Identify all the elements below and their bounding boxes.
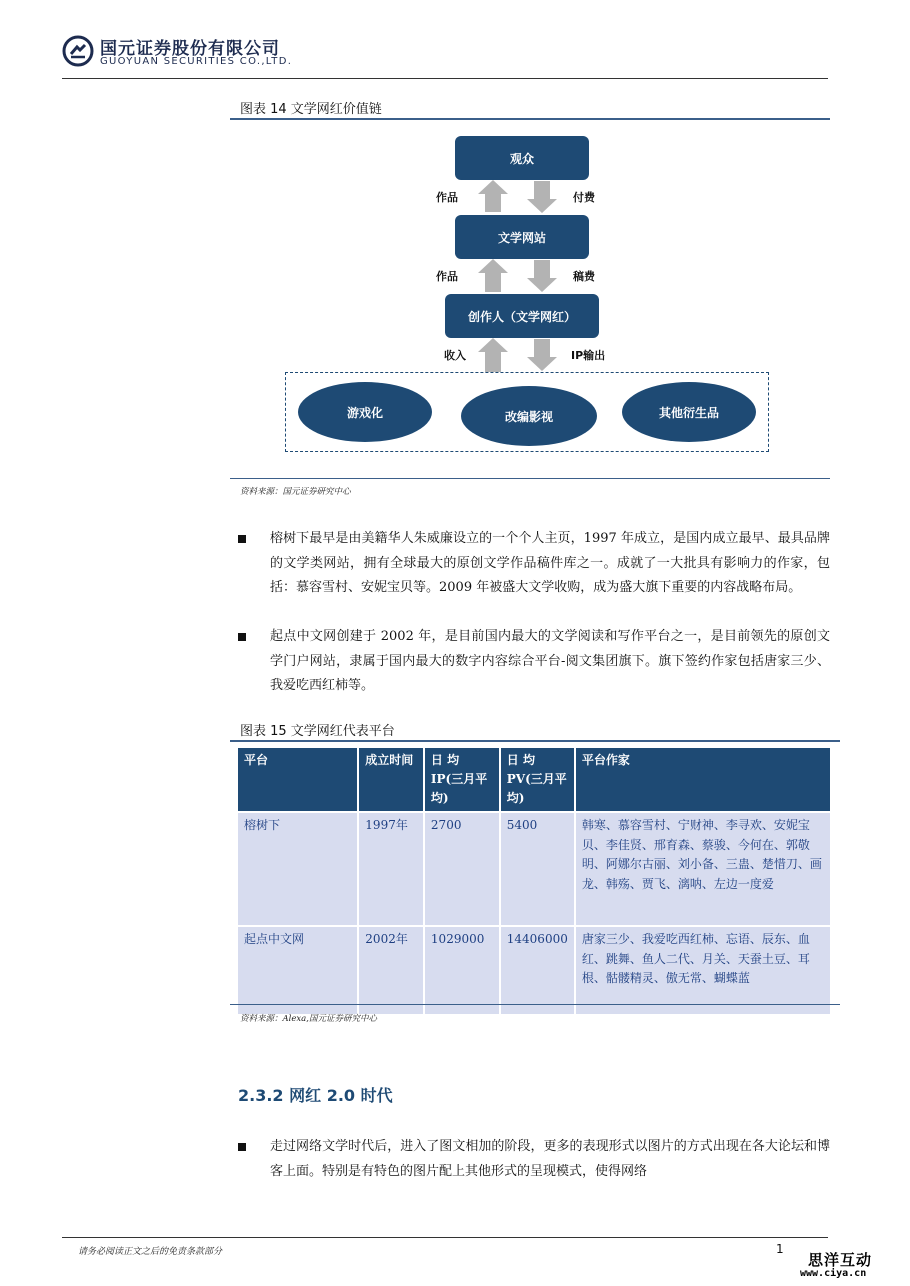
figure15-top-rule: [230, 740, 840, 742]
footer-divider: [62, 1237, 828, 1238]
table-header-cell: 日 均 IP(三月平均): [424, 748, 500, 812]
figure15-title: 图表 15 文学网红代表平台: [240, 724, 395, 739]
table-header-row: [238, 748, 831, 812]
bullet-square-icon: [238, 633, 246, 641]
footer-disclaimer: 请务必阅读正文之后的免责条款部分: [78, 1247, 223, 1257]
label-royalty: 稿费: [573, 270, 595, 283]
bullet-item: [238, 527, 830, 601]
arrow-up-income: [478, 338, 508, 372]
header-divider: [62, 78, 828, 79]
figure14-bottom-rule: [230, 478, 830, 479]
arrow-up-works-2: [478, 259, 508, 292]
company-name-en: GUOYUAN SECURITIES CO.,LTD.: [100, 56, 293, 67]
value-chain-diagram: [240, 126, 830, 472]
label-ip-output: IP输出: [571, 349, 606, 362]
arrow-down-pay: [527, 181, 557, 213]
arrow-down-ip: [527, 339, 557, 371]
node-website: 文学网站: [455, 215, 589, 259]
table-cell: 1029000: [424, 926, 500, 1014]
node-audience: 观众: [455, 136, 589, 180]
bullet-square-icon: [238, 535, 246, 543]
output-film-adaptation: 改编影视: [461, 386, 597, 446]
table-cell: 韩寒、慕容雪村、宁财神、李寻欢、安妮宝贝、李佳贤、邢育森、蔡骏、今何在、郭敬明、阿娜尔古丽、刘小备、三蛊、楚惜刀、画龙、韩殇、贾飞、漓呐、左边一度爱: [575, 812, 831, 926]
table-cell: 起点中文网: [238, 926, 358, 1014]
figure14-top-rule: [230, 118, 830, 120]
company-logo-icon: [62, 35, 94, 67]
label-works-2: 作品: [436, 270, 458, 283]
table-header-cell: 日 均 PV(三月平均): [500, 748, 575, 812]
bullet-text: 榕树下最早是由美籍华人朱威廉设立的一个个人主页，1997 年成立，是国内成立最早、最具品牌的文学类网站，拥有全球最大的原创文学作品稿件库之一。成就了一大批具有影响力的作家，包括：慕容雪村、安妮宝贝等。2009 年被盛大文学收购，成为盛大旗下重要的内容战略布局。: [270, 531, 830, 595]
watermark-text: 思洋互动: [808, 1251, 873, 1269]
table-cell: 唐家三少、我爱吃西红柿、忘语、辰东、血红、跳舞、鱼人二代、月关、天蚕土豆、耳根、骷髅精灵、傲无常、蝴蝶蓝: [575, 926, 831, 1014]
table-row: [238, 812, 831, 926]
table-cell: 2700: [424, 812, 500, 926]
table-cell: 2002年: [358, 926, 424, 1014]
arrow-up-works-1: [478, 180, 508, 212]
label-works-1: 作品: [436, 191, 458, 204]
table-header-cell: 平台: [238, 748, 358, 812]
bullet-square-icon: [238, 1143, 246, 1151]
label-income: 收入: [444, 349, 466, 362]
platforms-table: [238, 748, 832, 1014]
figure15-bottom-rule: [230, 1004, 840, 1005]
page-number: 1: [776, 1242, 784, 1256]
bullet-text: 起点中文网创建于 2002 年，是目前国内最大的文学阅读和写作平台之一，是目前领先的原创文学门户网站，隶属于国内最大的数字内容综合平台-阅文集团旗下。旗下签约作家包括唐家三少、我爱吃西红柿等。: [270, 629, 830, 693]
bullet-item: [238, 1135, 830, 1184]
arrow-down-royalty: [527, 260, 557, 292]
section-heading: 2.3.2 网红 2.0 时代: [238, 1086, 393, 1105]
table-cell: 14406000: [500, 926, 575, 1014]
watermark-url: www.ciya.cn: [800, 1268, 867, 1279]
table-row: [238, 926, 831, 1014]
bullet-item: [238, 625, 830, 699]
table-cell: 5400: [500, 812, 575, 926]
output-derivatives: 其他衍生品: [622, 382, 756, 442]
company-name-cn: 国元证券股份有限公司: [100, 39, 280, 59]
figure14-title: 图表 14 文学网红价值链: [240, 102, 382, 117]
bullet-text: 走过网络文学时代后，进入了图文相加的阶段，更多的表现形式以图片的方式出现在各大论坛和博客上面。特别是有特色的图片配上其他形式的呈现模式，使得网络: [270, 1139, 830, 1179]
figure14-source: 资料来源：国元证券研究中心: [240, 487, 351, 497]
page-header: [62, 30, 828, 80]
output-gaming: 游戏化: [298, 382, 432, 442]
table-header-cell: 平台作家: [575, 748, 831, 812]
table-header-cell: 成立时间: [358, 748, 424, 812]
figure15-source: 资料来源：Alexa,国元证券研究中心: [240, 1014, 377, 1024]
label-pay: 付费: [573, 191, 595, 204]
table-cell: 榕树下: [238, 812, 358, 926]
node-creator: 创作人（文学网红）: [445, 294, 599, 338]
table-cell: 1997年: [358, 812, 424, 926]
